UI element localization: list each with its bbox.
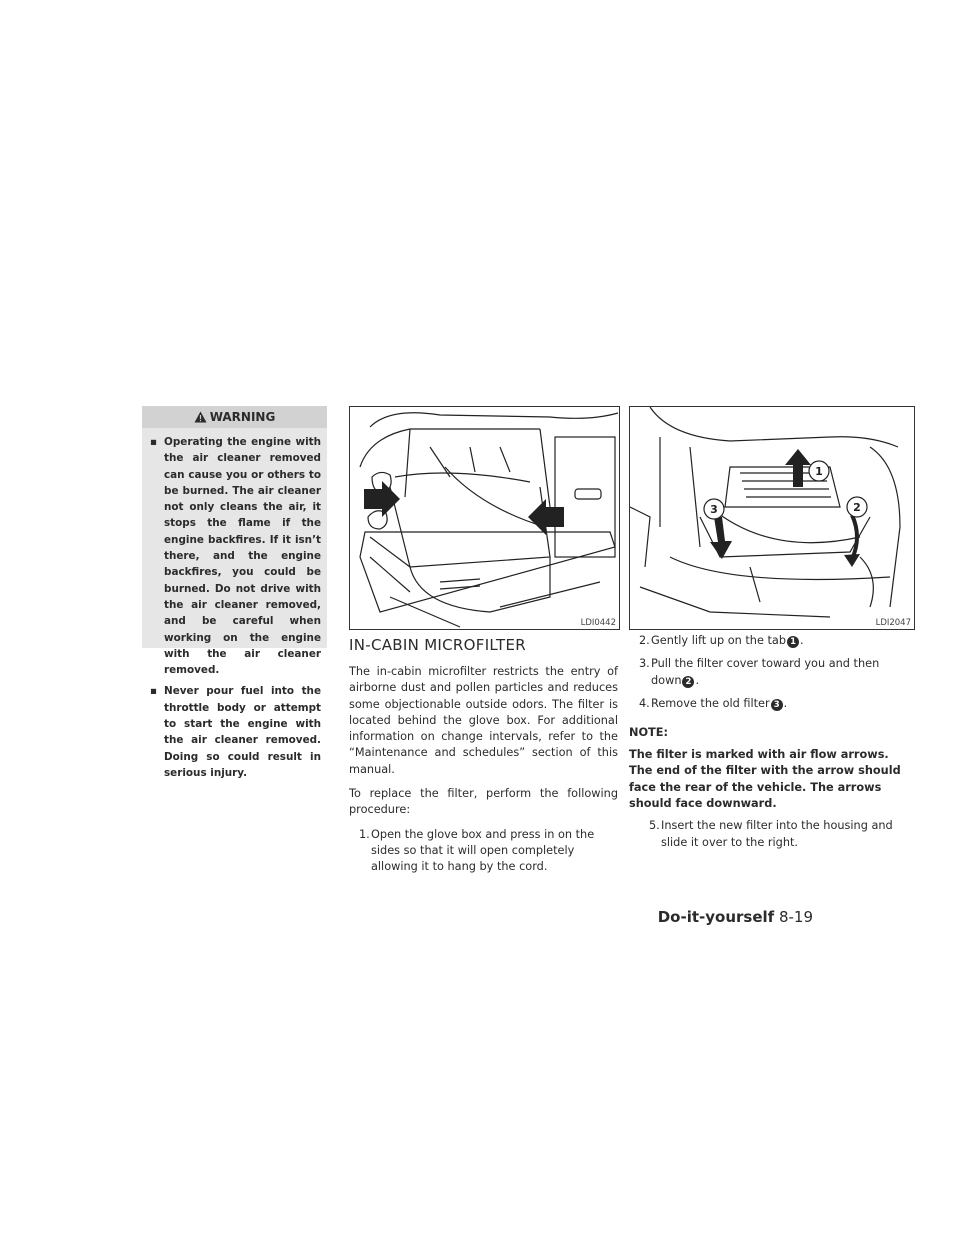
left-arrow-icon — [364, 481, 400, 517]
curved-arrow-icon — [852, 515, 857, 559]
figure-code: LDI0442 — [580, 618, 616, 628]
filter-housing-illustration — [630, 407, 914, 629]
section-heading: IN-CABIN MICROFILTER — [349, 636, 526, 654]
svg-text:2: 2 — [853, 501, 861, 514]
warning-triangle-icon — [194, 408, 207, 430]
callout-3-ref: 3 — [771, 699, 783, 711]
warning-item: ▪ Never pour fuel into the throttle body or attempt to start the engine with the air cleaner removed. Doing so could result in serious injury. — [150, 685, 321, 779]
step-4: 4. Remove the old filter 3 . — [639, 696, 788, 710]
callout-1-ref: 1 — [787, 636, 799, 648]
page-number: 8-19 — [778, 908, 813, 926]
step-1: 1. Open the glove box and press in on the sides so that it will open completely allowing it to hang by the cord. — [359, 827, 595, 874]
warning-title: WARNING — [209, 410, 276, 424]
warning-box — [142, 406, 327, 779]
procedure-intro: To replace the filter, perform the following procedure: — [349, 787, 618, 817]
figure-glove-box — [349, 406, 620, 630]
callout-2-ref: 2 — [682, 676, 694, 688]
svg-text:1: 1 — [815, 465, 823, 478]
callout-2 — [847, 497, 867, 517]
warning-item: ▪ Operating the engine with the air cleaner removed can cause you or others to be burned. The air cleaner not only cleans the air, it stops the flame if the engine backfires. If it isn’t there, and the engine backfires, you could be burned. Do not drive with the air cleaner removed, and be careful when working on the engine with the air cleaner removed. — [150, 436, 321, 677]
glove-box-illustration — [350, 407, 619, 629]
note-body: The filter is marked with air flow arrows. The end of the filter with the arrow should face the rear of the vehicle. The arrows should face downward. — [629, 748, 901, 811]
right-arrow-icon — [528, 499, 564, 535]
page-footer — [658, 908, 813, 926]
svg-text:3: 3 — [710, 503, 718, 516]
footer-section: Do-it-yourself — [657, 908, 775, 926]
intro-paragraph: The in-cabin microfilter restricts the entry of airborne dust and pollen particles and reduces some objectionable outside odors. The filter is located behind the glove box. For additional information on change intervals, refer to the “Maintenance and schedules” section of this manual. — [349, 665, 618, 776]
warning-header — [142, 406, 327, 428]
figure-code: LDI2047 — [875, 618, 911, 628]
step-2: 2. Gently lift up on the tab 1 . — [639, 634, 804, 647]
callout-3 — [704, 499, 724, 519]
middle-column — [349, 664, 618, 883]
note-heading: NOTE: — [629, 726, 668, 740]
step-3: 3. Pull the filter cover toward you and then down 2 . — [639, 657, 880, 687]
warning-list — [142, 428, 327, 781]
right-column — [629, 633, 913, 858]
step-5: 5. Insert the new filter into the housing and slide it over to the right. — [649, 819, 893, 849]
down-arrow-icon — [710, 517, 732, 559]
figure-filter-housing — [629, 406, 915, 630]
callout-1 — [809, 461, 829, 481]
